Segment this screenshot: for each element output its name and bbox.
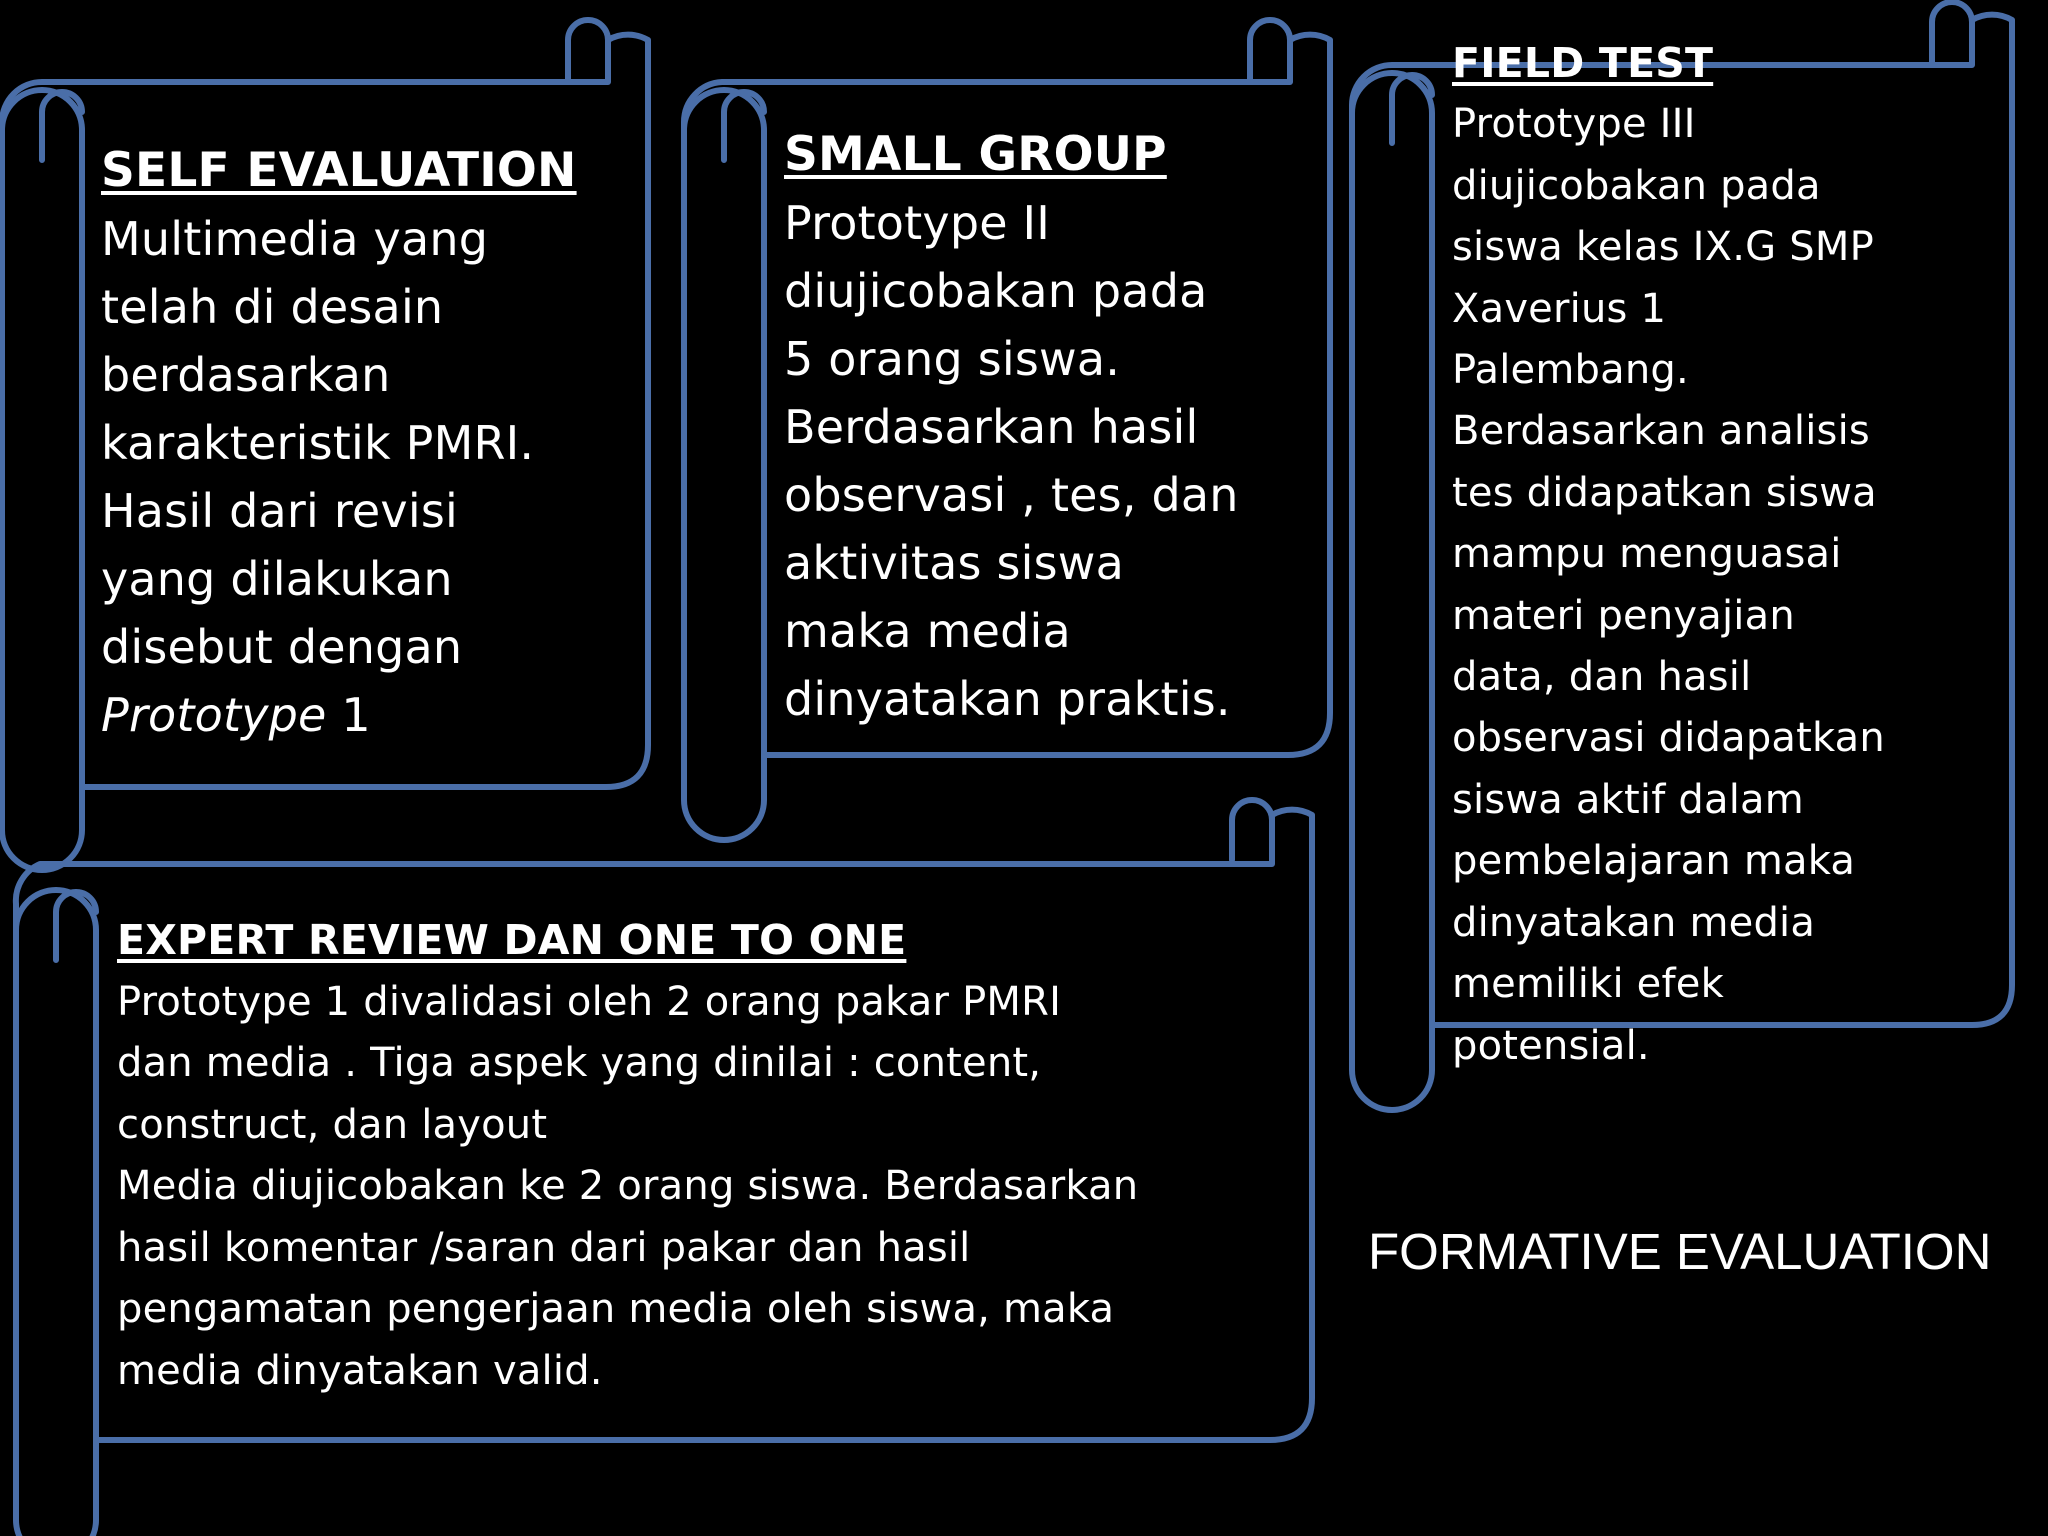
field-test-line: dinyatakan media — [1452, 899, 1816, 946]
small-group-text — [784, 121, 1239, 733]
expert-review-line: media dinyatakan valid. — [117, 1347, 603, 1394]
diagram-title: FORMATIVE EVALUATION — [1368, 1223, 1992, 1280]
self-evaluation-title: SELF EVALUATION — [101, 143, 577, 198]
small-group-line: Prototype II — [784, 196, 1051, 250]
field-test-line: siswa kelas IX.G SMP — [1452, 224, 1874, 271]
self-evaluation-line: telah di desain — [101, 280, 444, 334]
small-group-line: 5 orang siswa. — [784, 332, 1121, 386]
prototype-italic: Prototype — [101, 688, 327, 742]
field-test-line: materi penyajian — [1452, 592, 1795, 639]
field-test-line: tes didapatkan siswa — [1452, 469, 1877, 516]
field-test-line: observasi didapatkan — [1452, 715, 1885, 762]
field-test-title: FIELD TEST — [1452, 39, 1714, 87]
self-evaluation-line: Hasil dari revisi — [101, 484, 458, 538]
self-evaluation-line: yang dilakukan — [101, 552, 453, 606]
field-test-line: memiliki efek — [1452, 961, 1724, 1008]
expert-review-line: pengamatan pengerjaan media oleh siswa, maka — [117, 1286, 1115, 1332]
expert-review-line: dan media . Tiga aspek yang dinilai : content, — [117, 1040, 1042, 1086]
expert-review-line: hasil komentar /saran dari pakar dan hasil — [117, 1224, 971, 1271]
self-evaluation-text — [101, 137, 577, 749]
small-group-line: maka media — [784, 604, 1071, 658]
field-test-text — [1452, 33, 1885, 1077]
field-test-line: Prototype III — [1452, 101, 1696, 148]
self-evaluation-last-line — [101, 681, 577, 749]
small-group-line: observasi , tes, dan — [784, 468, 1239, 522]
small-group-line: aktivitas siswa — [784, 536, 1124, 590]
expert-review-line: Media diujicobakan ke 2 orang siswa. Berdasarkan — [117, 1163, 1139, 1209]
expert-review-title: EXPERT REVIEW DAN ONE TO ONE — [117, 916, 907, 964]
field-test-line: siswa aktif dalam — [1452, 776, 1804, 823]
small-group-line: diujicobakan pada — [784, 264, 1208, 318]
field-test-line: Berdasarkan analisis — [1452, 408, 1870, 455]
small-group-title: SMALL GROUP — [784, 127, 1167, 182]
field-test-line: potensial. — [1452, 1022, 1650, 1069]
field-test-line: data, dan hasil — [1452, 654, 1752, 701]
self-evaluation-line: berdasarkan — [101, 348, 391, 402]
self-evaluation-line: disebut dengan — [101, 620, 463, 674]
self-evaluation-line: Multimedia yang — [101, 212, 489, 266]
expert-review-text — [117, 910, 1138, 1402]
self-evaluation-line: karakteristik PMRI. — [101, 416, 535, 470]
field-test-line: Palembang. — [1452, 347, 1689, 394]
field-test-line: pembelajaran maka — [1452, 838, 1856, 885]
field-test-line: mampu menguasai — [1452, 531, 1842, 578]
small-group-line: dinyatakan praktis. — [784, 672, 1231, 726]
prototype-number: 1 — [326, 688, 371, 742]
expert-review-line: Prototype 1 divalidasi oleh 2 orang pakar PMRI — [117, 978, 1062, 1025]
field-test-line: diujicobakan pada — [1452, 162, 1821, 209]
expert-review-line: construct, dan layout — [117, 1101, 548, 1148]
small-group-line: Berdasarkan hasil — [784, 400, 1199, 454]
field-test-line: Xaverius 1 — [1452, 285, 1667, 332]
